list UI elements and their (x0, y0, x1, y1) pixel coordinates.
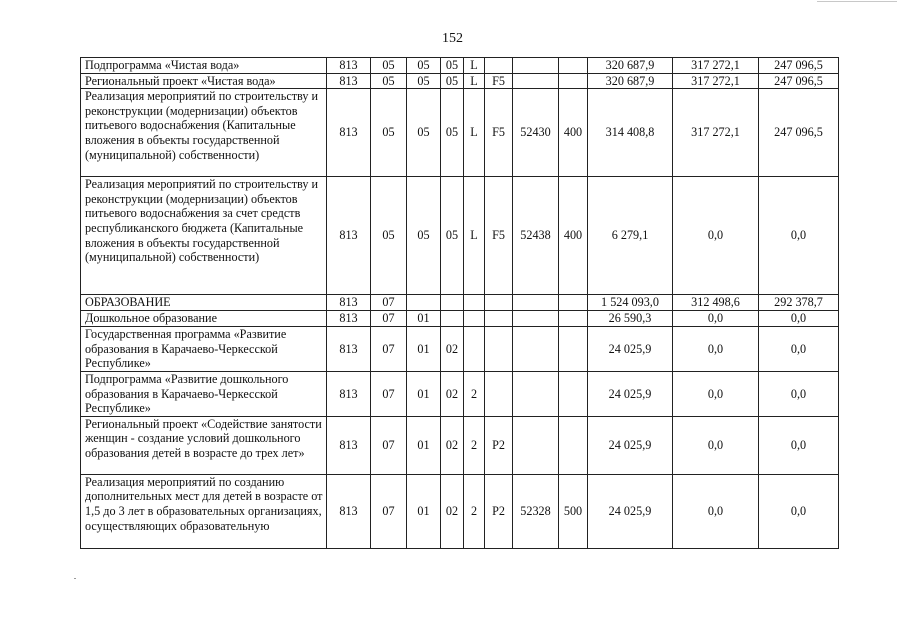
table-row (81, 416, 839, 474)
program-code: 02 (441, 327, 464, 372)
program-code: 02 (441, 474, 464, 548)
section-code: 07 (371, 311, 407, 327)
table-row (81, 89, 839, 177)
subprogram-code: L (464, 89, 485, 177)
subprogram-code: L (464, 177, 485, 295)
expense-type-code (559, 58, 588, 74)
subsection-code: 05 (407, 89, 441, 177)
amount-year-3: 0,0 (759, 327, 839, 372)
project-code (485, 371, 513, 416)
row-name: Региональный проект «Чистая вода» (81, 73, 327, 89)
section-code: 05 (371, 89, 407, 177)
section-code: 05 (371, 177, 407, 295)
page-number: 152 (442, 31, 463, 46)
subprogram-code (464, 327, 485, 372)
section-code: 07 (371, 295, 407, 311)
program-code (441, 311, 464, 327)
direction-code: 52430 (513, 89, 559, 177)
expense-type-code (559, 371, 588, 416)
amount-year-3: 247 096,5 (759, 73, 839, 89)
program-code: 02 (441, 416, 464, 474)
section-code: 07 (371, 371, 407, 416)
subprogram-code: L (464, 73, 485, 89)
table-row (81, 474, 839, 548)
direction-code (513, 311, 559, 327)
amount-year-3: 0,0 (759, 311, 839, 327)
program-code: 05 (441, 73, 464, 89)
subsection-code: 01 (407, 327, 441, 372)
subsection-code: 05 (407, 73, 441, 89)
row-name: Реализация мероприятий по строительству и реконструкции (модернизации) объектов питьевого водоснабжения (Капитальные вложения в объекты государственной (муниципальной) собственности) (81, 89, 327, 177)
subsection-code: 05 (407, 177, 441, 295)
table-row (81, 311, 839, 327)
subprogram-code: 2 (464, 371, 485, 416)
direction-code (513, 416, 559, 474)
project-code (485, 295, 513, 311)
section-code: 05 (371, 73, 407, 89)
subprogram-code: 2 (464, 416, 485, 474)
program-code (441, 295, 464, 311)
project-code (485, 311, 513, 327)
ved-code: 813 (327, 327, 371, 372)
budget-table (80, 57, 839, 549)
amount-year-3: 0,0 (759, 371, 839, 416)
ved-code: 813 (327, 311, 371, 327)
amount-year-1: 24 025,9 (588, 327, 673, 372)
subprogram-code: 2 (464, 474, 485, 548)
table-row (81, 177, 839, 295)
program-code: 05 (441, 58, 464, 74)
project-code: F5 (485, 89, 513, 177)
amount-year-3: 292 378,7 (759, 295, 839, 311)
subsection-code (407, 295, 441, 311)
ved-code: 813 (327, 295, 371, 311)
subprogram-code (464, 295, 485, 311)
expense-type-code: 400 (559, 177, 588, 295)
table-row (81, 295, 839, 311)
amount-year-1: 314 408,8 (588, 89, 673, 177)
ved-code: 813 (327, 177, 371, 295)
amount-year-1: 1 524 093,0 (588, 295, 673, 311)
project-code (485, 58, 513, 74)
subprogram-code: L (464, 58, 485, 74)
amount-year-2: 312 498,6 (673, 295, 759, 311)
ved-code: 813 (327, 371, 371, 416)
section-code: 07 (371, 416, 407, 474)
project-code: P2 (485, 416, 513, 474)
amount-year-3: 0,0 (759, 416, 839, 474)
row-name: Подпрограмма «Развитие дошкольного образования в Карачаево-Черкесской Республике» (81, 371, 327, 416)
amount-year-3: 0,0 (759, 177, 839, 295)
amount-year-1: 320 687,9 (588, 73, 673, 89)
expense-type-code (559, 416, 588, 474)
direction-code: 52438 (513, 177, 559, 295)
amount-year-1: 24 025,9 (588, 416, 673, 474)
project-code: P2 (485, 474, 513, 548)
direction-code: 52328 (513, 474, 559, 548)
amount-year-3: 247 096,5 (759, 58, 839, 74)
expense-type-code (559, 295, 588, 311)
direction-code (513, 371, 559, 416)
program-code: 02 (441, 371, 464, 416)
amount-year-1: 24 025,9 (588, 371, 673, 416)
table-row (81, 327, 839, 372)
row-name: Реализация мероприятий по строительству и реконструкции (модернизации) объектов питьевого водоснабжения за счет средств республиканского бюджета (Капитальные вложения в объекты государственной (муниципальной) собственности) (81, 177, 327, 295)
direction-code (513, 58, 559, 74)
section-code: 07 (371, 474, 407, 548)
amount-year-2: 0,0 (673, 371, 759, 416)
amount-year-1: 6 279,1 (588, 177, 673, 295)
row-name: Подпрограмма «Чистая вода» (81, 58, 327, 74)
ved-code: 813 (327, 73, 371, 89)
project-code: F5 (485, 73, 513, 89)
table-body (81, 58, 839, 549)
amount-year-2: 0,0 (673, 311, 759, 327)
subsection-code: 05 (407, 58, 441, 74)
expense-type-code (559, 73, 588, 89)
ved-code: 813 (327, 58, 371, 74)
amount-year-2: 317 272,1 (673, 58, 759, 74)
row-name: Государственная программа «Развитие образования в Карачаево-Черкесской Республике» (81, 327, 327, 372)
top-rule (817, 1, 897, 2)
amount-year-2: 0,0 (673, 416, 759, 474)
section-code: 07 (371, 327, 407, 372)
amount-year-2: 0,0 (673, 474, 759, 548)
amount-year-1: 24 025,9 (588, 474, 673, 548)
subsection-code: 01 (407, 371, 441, 416)
expense-type-code (559, 311, 588, 327)
ved-code: 813 (327, 416, 371, 474)
amount-year-3: 0,0 (759, 474, 839, 548)
table-row (81, 58, 839, 74)
amount-year-1: 26 590,3 (588, 311, 673, 327)
amount-year-2: 317 272,1 (673, 73, 759, 89)
expense-type-code: 400 (559, 89, 588, 177)
ved-code: 813 (327, 474, 371, 548)
subprogram-code (464, 311, 485, 327)
row-name: Региональный проект «Содействие занятости женщин - создание условий дошкольного образования детей в возрасте до трех лет» (81, 416, 327, 474)
amount-year-2: 317 272,1 (673, 89, 759, 177)
subsection-code: 01 (407, 311, 441, 327)
direction-code (513, 327, 559, 372)
ved-code: 813 (327, 89, 371, 177)
amount-year-1: 320 687,9 (588, 58, 673, 74)
amount-year-2: 0,0 (673, 177, 759, 295)
subsection-code: 01 (407, 474, 441, 548)
direction-code (513, 73, 559, 89)
direction-code (513, 295, 559, 311)
program-code: 05 (441, 89, 464, 177)
row-name: Дошкольное образование (81, 311, 327, 327)
project-code (485, 327, 513, 372)
table-row (81, 73, 839, 89)
subsection-code: 01 (407, 416, 441, 474)
project-code: F5 (485, 177, 513, 295)
amount-year-2: 0,0 (673, 327, 759, 372)
section-code: 05 (371, 58, 407, 74)
scan-mark (74, 578, 76, 579)
table-row (81, 371, 839, 416)
program-code: 05 (441, 177, 464, 295)
expense-type-code (559, 327, 588, 372)
expense-type-code: 500 (559, 474, 588, 548)
row-name: ОБРАЗОВАНИЕ (81, 295, 327, 311)
row-name: Реализация мероприятий по созданию дополнительных мест для детей в возрасте от 1,5 до 3 лет в образовательных организациях, осуществляющих образовательную (81, 474, 327, 548)
amount-year-3: 247 096,5 (759, 89, 839, 177)
